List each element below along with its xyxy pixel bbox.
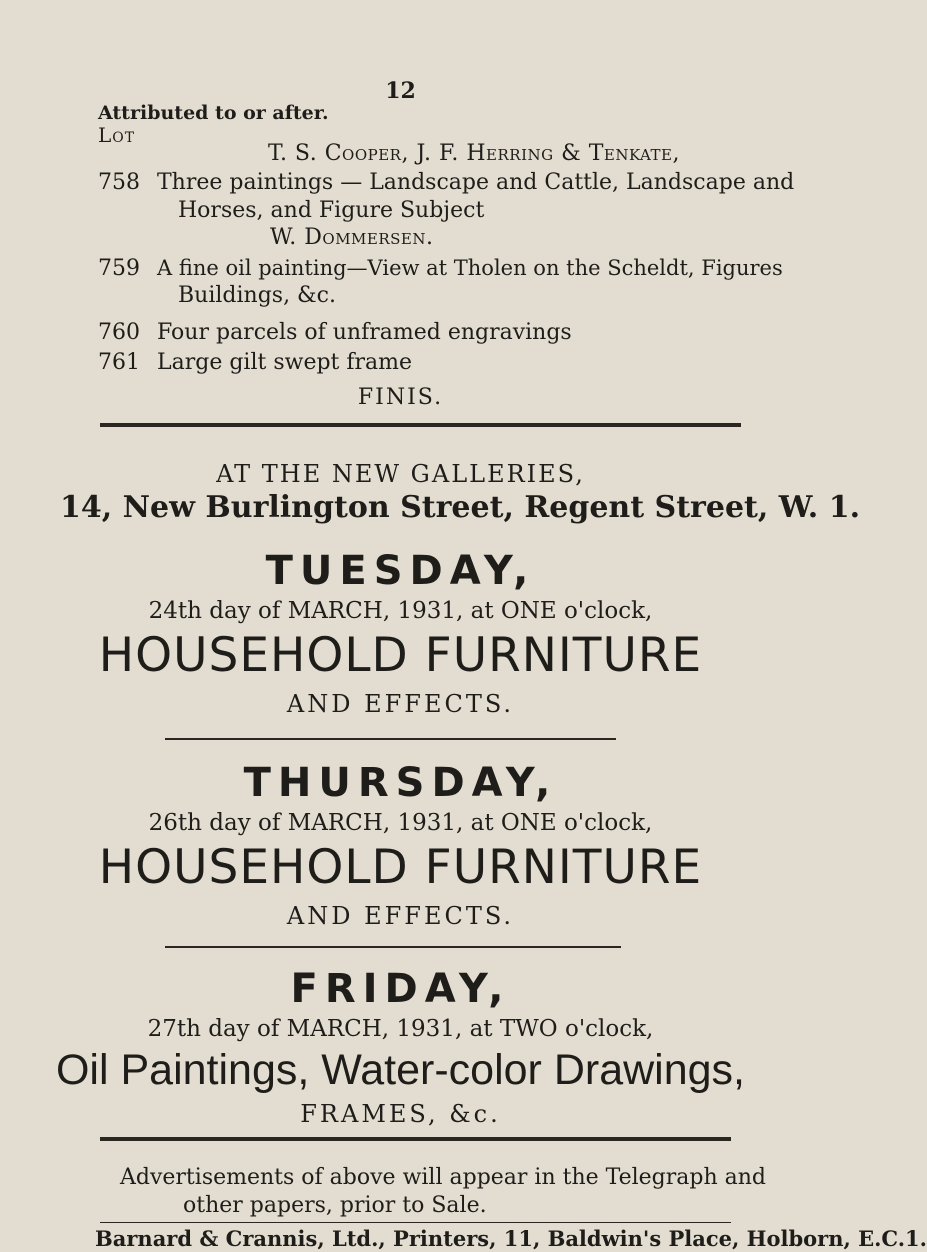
- lot-760-description: Four parcels of unframed engravings: [157, 320, 572, 345]
- divider-rule: [100, 423, 741, 427]
- sale-date-tuesday: 24th day of MARCH, 1931, at ONE o'clock,: [148, 598, 653, 624]
- lot-759-artist: W. Dommersen.: [270, 225, 434, 250]
- sale-title-friday: Oil Paintings, Water-color Drawings,: [55, 1046, 745, 1094]
- lot-761-number: 761: [98, 350, 140, 375]
- lot-758-description-line2: Horses, and Figure Subject: [178, 198, 485, 223]
- sale-subtitle-friday: FRAMES, &c.: [300, 1100, 501, 1128]
- page-number: 12: [385, 78, 416, 104]
- lot-759-number: 759: [98, 256, 140, 281]
- advertisement-note-line1: Advertisements of above will appear in the Telegraph and: [120, 1165, 767, 1190]
- attribution-note: Attributed to or after.: [98, 102, 329, 124]
- sale-day-friday: FRIDAY,: [290, 966, 511, 1012]
- lot-758-artist: T. S. Cooper, J. F. Herring & Tenkate,: [268, 141, 681, 166]
- divider-rule: [165, 946, 621, 948]
- sale-title-tuesday: HOUSEHOLD FURNITURE: [98, 628, 703, 683]
- printer-imprint: Barnard & Crannis, Ltd., Printers, 11, Baldwin's Place, Holborn, E.C.1.: [95, 1226, 927, 1251]
- venue-address: 14, New Burlington Street, Regent Street, W. 1.: [60, 490, 861, 525]
- sale-subtitle-tuesday: AND EFFECTS.: [286, 690, 515, 718]
- lot-column-header: Lot: [98, 123, 136, 147]
- sale-date-friday: 27th day of MARCH, 1931, at TWO o'clock,: [147, 1016, 654, 1042]
- sale-date-thursday: 26th day of MARCH, 1931, at ONE o'clock,: [148, 810, 653, 836]
- lot-758-description-line1: Three paintings — Landscape and Cattle, Landscape and: [157, 170, 795, 195]
- divider-rule: [165, 738, 616, 740]
- advertisement-note-line2: other papers, prior to Sale.: [183, 1193, 487, 1218]
- divider-rule: [100, 1137, 731, 1141]
- lot-760-number: 760: [98, 320, 140, 345]
- sale-title-thursday: HOUSEHOLD FURNITURE: [98, 840, 703, 895]
- sale-day-tuesday: TUESDAY,: [265, 548, 536, 594]
- lot-758-number: 758: [98, 170, 140, 195]
- lot-759-description-line1: A fine oil painting—View at Tholen on the Scheldt, Figures: [157, 256, 783, 280]
- sale-day-thursday: THURSDAY,: [243, 760, 558, 806]
- lot-759-description-line2: Buildings, &c.: [178, 283, 336, 308]
- divider-rule: [100, 1222, 731, 1223]
- lot-761-description: Large gilt swept frame: [157, 350, 413, 375]
- venue-heading: AT THE NEW GALLERIES,: [216, 460, 585, 488]
- sale-subtitle-thursday: AND EFFECTS.: [286, 902, 515, 930]
- finis: FINIS.: [357, 385, 444, 410]
